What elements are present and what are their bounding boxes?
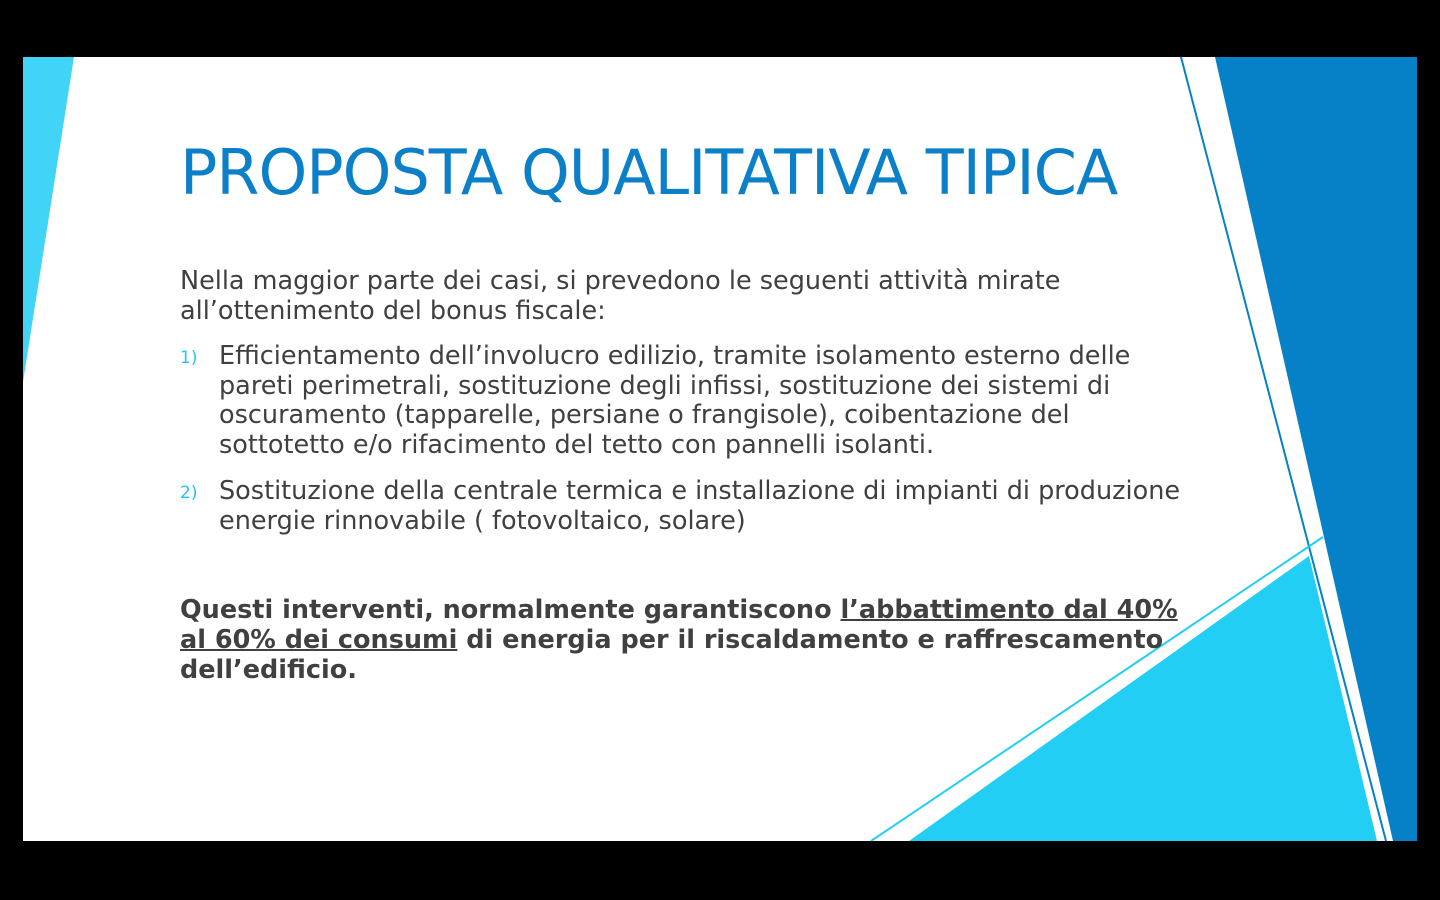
list-item-text: Sostituzione della centrale termica e installazione di impianti di produzione energie rinnovabile ( fotovoltaico, solare) xyxy=(219,476,1181,536)
list-item-text: Efficientamento dell’involucro edilizio, tramite isolamento esterno delle pareti perimetrali, sostituzione degli infissi, sostituzione dei sistemi di oscuramento (tapparelle, persiane o frangisole), coibentazione del sottotetto e/o rifacimento del tetto con pannelli isolanti. xyxy=(219,341,1131,460)
list-item-number: 1) xyxy=(180,348,198,368)
list-item-number: 2) xyxy=(180,483,198,503)
intro-paragraph: Nella maggior parte dei casi, si prevedono le seguenti attività mirate all’ottenimento del bonus fiscale: xyxy=(180,266,1061,326)
left-accent-strip xyxy=(23,57,74,382)
conclusion-paragraph xyxy=(180,595,1180,685)
conclusion-underlined-text: l’abbattimento dal 40% al 60% dei consumi xyxy=(180,595,1178,655)
conclusion-text-end: di energia per il riscaldamento e raffrescamento dell’edificio. xyxy=(180,625,1164,685)
list-item xyxy=(180,342,1190,460)
list-item xyxy=(180,477,1190,536)
slide-title: PROPOSTA QUALITATIVA TIPICA xyxy=(180,136,1118,209)
presentation-slide xyxy=(23,57,1417,841)
conclusion-text-start: Questi interventi, normalmente garantiscono xyxy=(180,595,841,625)
activity-list xyxy=(180,342,1190,536)
